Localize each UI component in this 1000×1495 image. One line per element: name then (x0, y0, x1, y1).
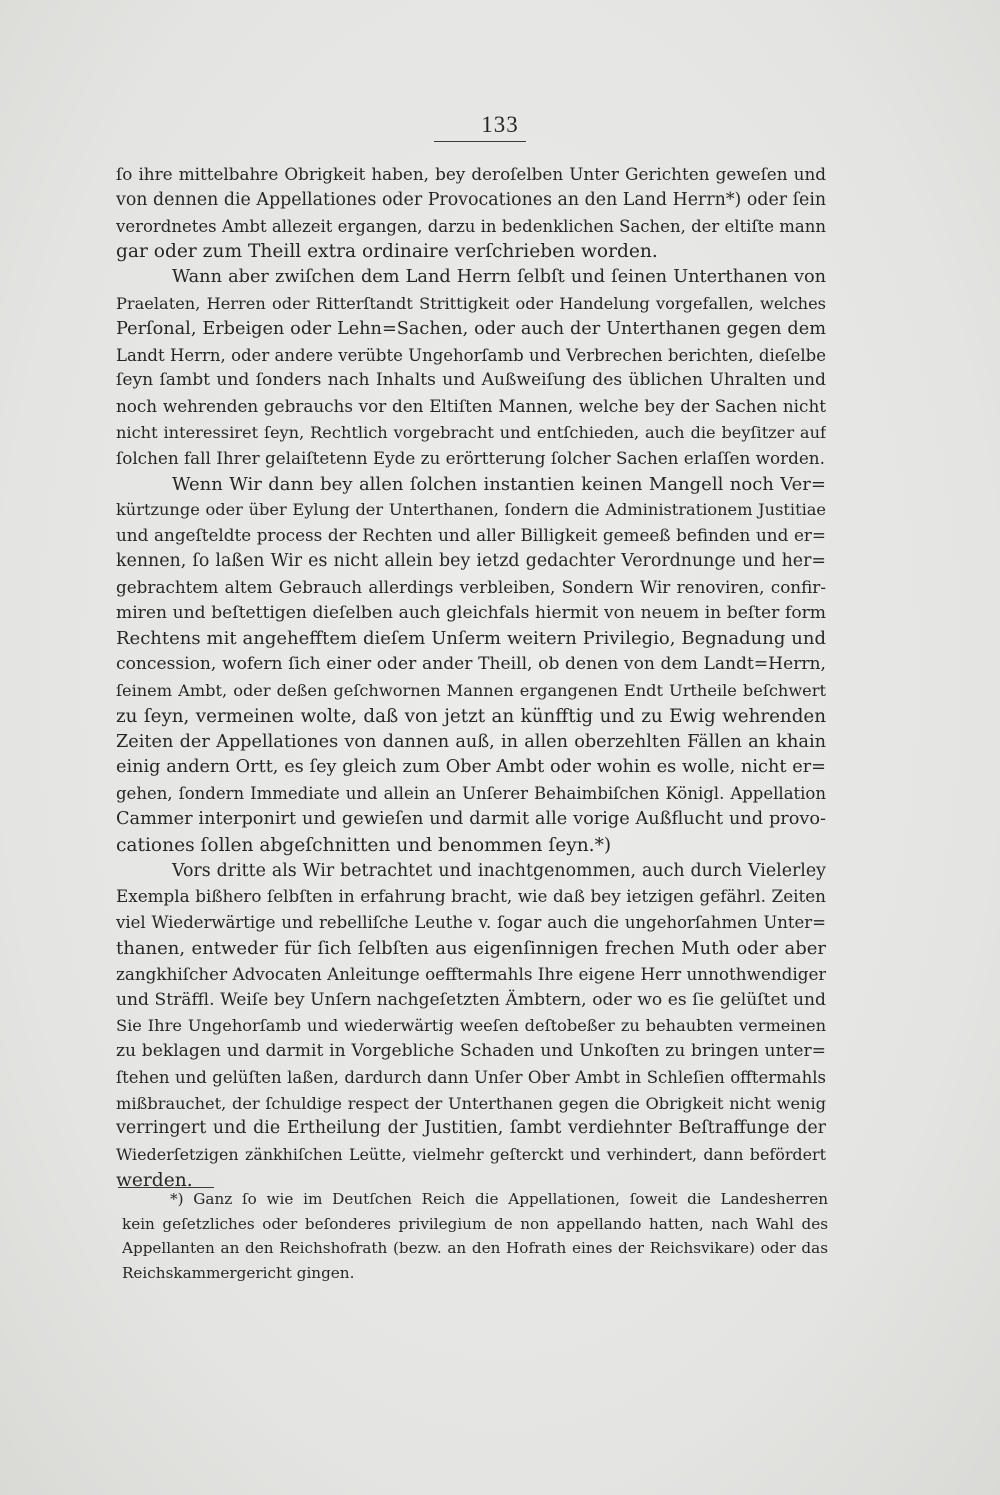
text-line: nicht interessiret ſeyn, Rechtlich vorgebracht und entſchieden, auch die beyſitzer auf (116, 422, 826, 442)
text-line: cationes ſollen abgeſchnitten und benommen ſeyn.*) (116, 834, 612, 856)
paragraph (116, 162, 826, 265)
footnote-line: Reichskammergericht gingen. (122, 1264, 355, 1283)
text-line: Wenn Wir dann bey allen ſolchen instantien keinen Mangell noch Ver= (172, 473, 826, 495)
text-line: gebrachtem altem Gebrauch allerdings verbleiben, Sondern Wir renoviren, confir- (116, 576, 826, 597)
header-rule (434, 141, 526, 142)
text-line: von dennen die Appellationes oder Provocationes an den Land Herrn*) oder ſein (116, 189, 826, 210)
text-line: werden. (116, 1170, 193, 1192)
text-line: viel Wiederwärtige und rebelliſche Leuthe v. ſogar auch die ungehorſahmen Unter= (116, 913, 826, 933)
text-line: zangkhiſcher Advocaten Anleitunge oefftermahls Ihre eigene Herr unnothwendiger (116, 963, 826, 984)
paragraph (116, 472, 826, 859)
text-line: Zeiten der Appellationes von dannen auß, in allen oberzehlten Fällen an khain (116, 731, 826, 752)
text-line: miren und beſtettigen dieſelben auch gleichfals hiermit von neuem in beſter form (116, 602, 826, 623)
text-line: kennen, ſo laßen Wir es nicht allein bey ietzd gedachter Verordnunge und her= (116, 550, 826, 571)
text-line: ſeinem Ambt, oder deßen geſchwornen Mannen ergangenen Endt Urtheile beſchwert (116, 680, 826, 700)
text-line: Wiederſetzigen zänkhiſchen Leütte, vielmehr geſterckt und verhindert, dann befördert (116, 1145, 826, 1165)
text-line: Cammer interponirt und gewieſen und darmit alle vorige Außflucht und provo- (116, 808, 826, 829)
text-line: Wann aber zwiſchen dem Land Herrn ſelbſt und ſeinen Unterthanen von (172, 267, 826, 288)
footnote (122, 1187, 828, 1286)
text-line: verringert und die Ertheilung der Justitien, ſambt verdiehnter Beſtraffunge der (116, 1118, 826, 1139)
text-line: ſolchen fall Ihrer gelaiſtetenn Eyde zu erörtterung ſolcher Sachen erlaſſen worden. (116, 447, 825, 468)
text-line: zu beklagen und darmit in Vorgebliche Schaden und Unkoſten zu bringen unter= (116, 1041, 826, 1062)
text-line: ſeyn ſambt und ſonders nach Inhalts und Außweiſung des üblichen Uhralten und (116, 370, 826, 391)
text-line: thanen, entweder für ſich ſelbſten aus eigenſinnigen frechen Muth oder aber (116, 937, 826, 959)
text-line: Landt Herrn, oder andere verübte Ungehorſamb und Verbrechen berichten, dieſelbe (116, 345, 826, 365)
footnote-line: *) Ganz ſo wie im Deutſchen Reich die Appellationen, ſoweit die Landesherren (170, 1190, 828, 1208)
text-line: Vors dritte als Wir betrachtet und inachtgenommen, auch durch Vielerley (172, 860, 826, 881)
text-line: gehen, ſondern Immediate und allein an Unſerer Behaimbiſchen Königl. Appellation (116, 784, 826, 804)
text-line: ſtehen und gelüſten laßen, dardurch dann Unſer Ober Ambt in Schleſien offtermahls (116, 1067, 826, 1087)
paragraph (116, 859, 826, 1194)
text-line: Perſonal, Erbeigen oder Lehn=Sachen, oder auch der Unterthanen gegen dem (116, 318, 826, 339)
text-line: einig andern Ortt, es ſey gleich zum Ober Ambt oder wohin es wolle, nicht er= (116, 757, 826, 778)
text-line: und angeſteldte process der Rechten und aller Billigkeit gemeeß befinden und er= (116, 525, 826, 546)
page-number: 133 (481, 112, 519, 137)
text-line: Exempla bißhero ſelbſten in erfahrung bracht, wie daß bey ietzigen gefährl. Zeiten (116, 886, 826, 907)
text-line: Rechtens mit angehefftem dieſem Unſerm weitern Privilegio, Begnadung und (116, 628, 826, 650)
text-line: zu ſeyn, vermeinen wolte, daß von jetzt an künfftig und zu Ewig wehrenden (116, 705, 826, 727)
footnote-line: Appellanten an den Reichshofrath (bezw. an den Hofrath eines der Reichsvikare) oder das (122, 1239, 828, 1258)
text-line: und Sträffl. Weiſe bey Unſern nachgeſetzten Ämbtern, oder wo es ſie gelüſtet und (116, 989, 826, 1010)
text-line: noch wehrenden gebrauchs vor den Eltiſten Mannen, welche bey der Sachen nicht (116, 396, 826, 417)
body-text (116, 162, 826, 1194)
text-line: Sie Ihre Ungehorſamb und wiederwärtig weeſen deſtobeßer zu behaubten vermeinen (116, 1016, 826, 1036)
text-line: ſo ihre mittelbahre Obrigkeit haben, bey deroſelben Unter Gerichten geweſen und (116, 164, 826, 184)
text-line: Praelaten, Herren oder Ritterſtandt Strittigkeit oder Handelung vorgefallen, welches (116, 293, 826, 313)
text-line: mißbrauchet, der ſchuldige respect der Unterthanen gegen die Obrigkeit nicht wenig (116, 1093, 826, 1113)
paragraph (116, 265, 826, 471)
text-line: kürtzunge oder über Eylung der Unterthanen, ſondern die Administrationem Justitiae (116, 500, 826, 520)
footnote-line: kein geſetzliches oder beſonderes privilegium de non appellando hatten, nach Wahl des (122, 1214, 828, 1233)
text-line: verordnetes Ambt allezeit ergangen, darzu in bedenklichen Sachen, der eltiſte mann (116, 216, 826, 236)
text-line: gar oder zum Theill extra ordinaire verſchrieben worden. (116, 241, 658, 263)
text-line: concession, wofern ſich einer oder ander Theill, ob denen von dem Landt=Herrn, (116, 654, 826, 675)
